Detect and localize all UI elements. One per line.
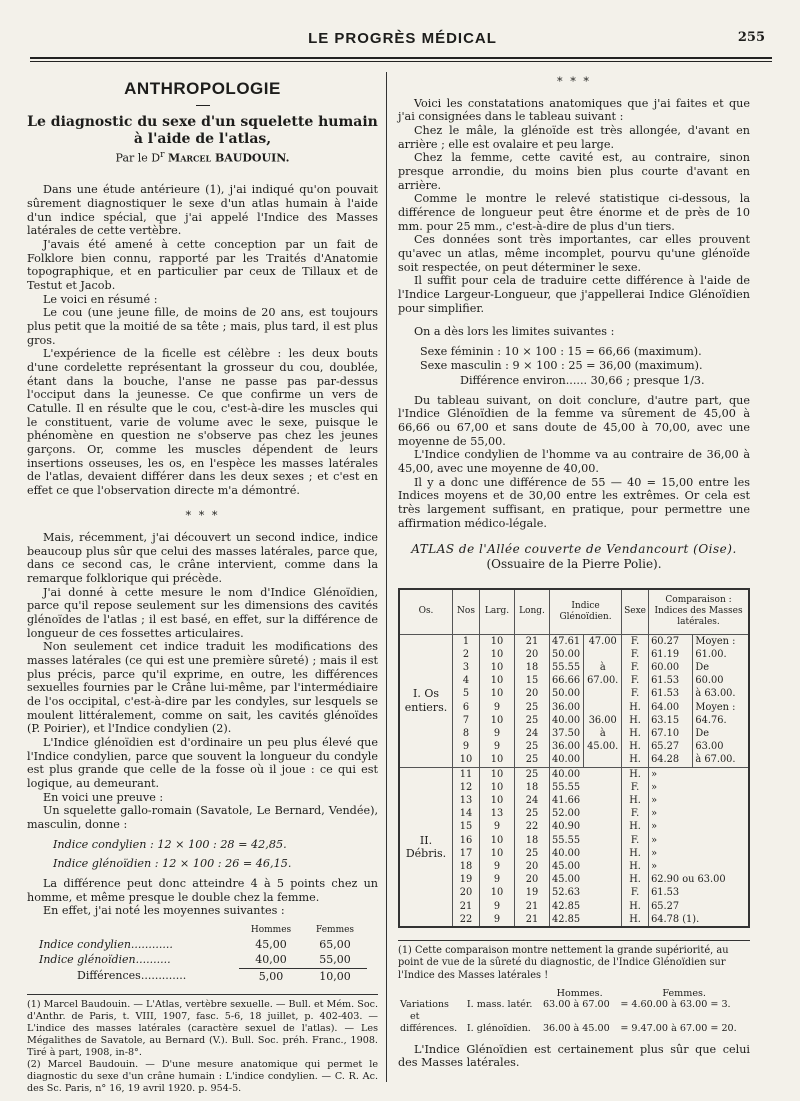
byline: [27, 149, 378, 165]
table-cell: »: [649, 834, 749, 847]
author-name: Marcel BAUDOUIN.: [168, 151, 290, 165]
table-cell: »: [649, 807, 749, 820]
table-cell: 41.66: [550, 794, 622, 807]
group-label: I. Os entiers.: [399, 634, 453, 767]
paragraph: Un squelette gallo-romain (Savatole, Le Bernard, Vendée), masculin, donne :: [27, 804, 378, 831]
cell: 65,00: [319, 937, 351, 951]
table-row: [37, 968, 367, 984]
table-cell: 15: [453, 820, 480, 833]
means-table: [37, 924, 367, 984]
paragraph: Non seulement cet indice traduit les modifications des masses latérales (ce qui est une première sûreté) ; mais il est plus précis, parce qu'il exprime, en outre, les différences sexuelles fournies par le Crâne lui-même, par l'intermédiaire de l'os occipital, c'est-à-dire par les condyles, sur lesquels se moulent littéralement, comme on sait, les cavités glénoïdes (P. Poirier), et l'Indice condylien (2).: [27, 640, 378, 736]
table-cell: H.: [622, 913, 649, 927]
table-cell: 18: [515, 781, 550, 794]
table-cell: 7: [453, 714, 480, 727]
table-cell: à: [584, 661, 622, 674]
table-cell: F.: [622, 674, 649, 687]
table-cell: 25: [515, 807, 550, 820]
running-header: [40, 30, 765, 52]
paragraph: La différence peut donc atteindre 4 à 5 points chez un homme, et même presque le double chez la femme.: [27, 876, 378, 904]
header-rule-thin: [30, 61, 772, 62]
page-number: 255: [737, 30, 765, 45]
paragraph: Ces données sont très importantes, car elles prouvent qu'avec un atlas, même incomplet, pourvu qu'une glénoïde soit respectée, on peut déterminer le sexe.: [398, 233, 750, 274]
table-cell: 50.00: [550, 687, 584, 700]
table-cell: 19: [453, 873, 480, 886]
table-cell: 61.00.: [693, 648, 749, 661]
table-cell: 36.00: [550, 701, 584, 714]
table-cell: 61.53: [649, 674, 693, 687]
table-cell: 14: [453, 807, 480, 820]
table-cell: 10: [480, 767, 515, 781]
table-cell: H.: [622, 701, 649, 714]
table-cell: 40.00: [550, 767, 622, 781]
table-cell: 22: [515, 820, 550, 833]
table-cell: 62.90 ou 63.00: [649, 873, 749, 886]
paragraph: J'ai donné à cette mesure le nom d'Indice Glénoïdien, parce qu'il repose seulement sur les dimensions des cavités glénoïdes de l'atlas ; il est basé, en effet, sur la différence de longueur de ces fossettes articulaires.: [27, 585, 378, 640]
table-cell: F.: [622, 661, 649, 674]
col-header: Indice Glénoïdien.: [550, 589, 622, 635]
table-cell: 18: [453, 860, 480, 873]
table-cell: »: [649, 767, 749, 781]
table-cell: 64.78 (1).: [649, 913, 749, 927]
table-cell: »: [649, 860, 749, 873]
table-cell: H.: [622, 767, 649, 781]
journal-title: LE PROGRÈS MÉDICAL: [308, 30, 497, 47]
paragraph: Voici les constatations anatomiques que j'ai faites et que j'ai consignées dans le tableau suivant :: [398, 96, 750, 124]
formula-glenoidien: Indice glénoïdien : 12 × 100 : 26 = 46,15.: [53, 857, 292, 871]
table-cell: à 63.00.: [693, 687, 749, 700]
table-title: ATLAS de l'Allée couverte de Vendancourt (Oise).: [411, 542, 737, 557]
table-cell: 10: [480, 714, 515, 727]
cell: = 4.60.00 à 63.00 = 3.: [620, 999, 731, 1011]
table-cell: 9: [480, 727, 515, 740]
table-cell: 5: [453, 687, 480, 700]
table-cell: 15: [515, 674, 550, 687]
paragraph: Dans une étude antérieure (1), j'ai indiqué qu'on pouvait sûrement diagnostiquer le sexe d'un atlas humain à l'aide d'un indice spécial, que j'ai appelé l'Indice des Masses latérales de cette vertèbre.: [27, 183, 378, 238]
col-header: Long.: [515, 589, 550, 635]
footnotes: [27, 994, 378, 1095]
table-cell: 10: [480, 648, 515, 661]
cell: 10,00: [303, 968, 367, 984]
table-cell: 40.00: [550, 847, 622, 860]
table-cell: F.: [622, 834, 649, 847]
header-rule: [30, 57, 772, 59]
table-cell: 10: [480, 753, 515, 767]
col-header: Nos: [453, 589, 480, 635]
table-cell: 9: [480, 913, 515, 927]
cell: 55,00: [319, 953, 351, 967]
section-stars: * * *: [185, 509, 220, 523]
table-cell: 45.00: [550, 873, 622, 886]
table-cell: 20: [453, 886, 480, 899]
table-cell: 24: [515, 727, 550, 740]
table-cell: 18: [515, 834, 550, 847]
table-cell: 10: [453, 753, 480, 767]
table-cell: H.: [622, 820, 649, 833]
row-lead: Variations: [400, 999, 449, 1011]
table-cell: 63.00: [693, 740, 749, 753]
paragraph: Du tableau suivant, on doit conclure, d'autre part, que l'Indice Glénoïdien de la femme va sûrement de 45,00 à 66,66 ou 67,00 et sans doute de 45,00 à 70,00, avec une moyenne de 55,00.: [398, 393, 750, 448]
table-cell: 45.00.: [584, 740, 622, 753]
row-lead: différences.: [400, 1022, 458, 1034]
limit-line: Différence environ...... 30,66 ; presque 1/3.: [460, 374, 705, 388]
group-label: II. Débris.: [399, 767, 453, 927]
table-cell: H.: [622, 794, 649, 807]
cell: 63.00 à 67.00: [542, 999, 610, 1011]
table-cell: 16: [453, 834, 480, 847]
table-cell: 9: [480, 701, 515, 714]
table-cell: 10: [480, 781, 515, 794]
col-header: Femmes.: [662, 987, 706, 999]
table-cell: 64.76.: [693, 714, 749, 727]
paragraph: Mais, récemment, j'ai découvert un second indice, indice beaucoup plus sûr que celui des masses latérales, parce que, dans ce second cas, le crâne intervient, comme dans la remarque folklorique qui précède.: [27, 531, 378, 586]
table-row: [398, 999, 750, 1011]
table-row: [37, 937, 367, 952]
table-cell: 25: [515, 740, 550, 753]
table-cell: H.: [622, 860, 649, 873]
table-cell: 10: [480, 834, 515, 847]
col-header: Comparaison : Indices des Masses latérales.: [649, 589, 749, 635]
paragraph: L'Indice glénoïdien est d'ordinaire un peu plus élevé que l'Indice condylien, parce que souvent la longueur du condyle est plus grande que celle de la fosse où il joue : ce qui est logique, au demeurant.: [27, 735, 378, 790]
paragraph: Comme le montre le relevé statistique ci-dessous, la différence de longueur peut être énorme et de près de 10 mm. pour 25 mm., c'est-à-dire de plus d'un tiers.: [398, 192, 750, 233]
table-cell: H.: [622, 727, 649, 740]
table-cell: 13: [453, 794, 480, 807]
table-cell: 40.90: [550, 820, 622, 833]
table-cell: 20: [515, 687, 550, 700]
table-cell: 21: [515, 900, 550, 913]
table-footnote: (1) Cette comparaison montre nettement la grande supériorité, au point de vue de la sûreté du diagnostic, de l'Indice Glénoïdien sur l'Indice des Masses latérales !: [398, 940, 750, 982]
table-row: [37, 952, 367, 968]
table-cell: F.: [622, 781, 649, 794]
table-subtitle: (Ossuaire de la Pierre Polie).: [486, 556, 662, 571]
right-column: [398, 75, 750, 1070]
table-cell: F.: [622, 886, 649, 899]
table-cell: 42.85: [550, 900, 622, 913]
table-cell: 9: [480, 873, 515, 886]
table-cell: 10: [480, 847, 515, 860]
limits-block: [420, 345, 750, 388]
table-cell: 3: [453, 661, 480, 674]
row-label: Indice condylien............: [39, 937, 173, 951]
formula-condylien: Indice condylien : 12 × 100 : 28 = 42,85.: [53, 837, 287, 851]
table-cell: H.: [622, 847, 649, 860]
table-cell: 47.00: [584, 634, 622, 648]
table-cell: 47.61: [550, 634, 584, 648]
table-cell: F.: [622, 634, 649, 648]
table-cell: 50.00: [550, 648, 584, 661]
table-cell: 25: [515, 767, 550, 781]
table-cell: 66.66: [550, 674, 584, 687]
table-cell: 6: [453, 701, 480, 714]
table-cell: »: [649, 847, 749, 860]
table-cell: 17: [453, 847, 480, 860]
table-cell: 45.00: [550, 860, 622, 873]
table-cell: H.: [622, 873, 649, 886]
table-cell: 36.00: [584, 714, 622, 727]
col-header: Femmes: [315, 924, 355, 935]
table-cell: à: [584, 727, 622, 740]
table-cell: 20: [515, 873, 550, 886]
table-cell: 4: [453, 674, 480, 687]
table-cell: 42.85: [550, 913, 622, 927]
table-cell: 9: [480, 860, 515, 873]
table-cell: 25: [515, 714, 550, 727]
cell: = 9.47.00 à 67.00 = 20.: [620, 1022, 737, 1034]
column-divider: [386, 72, 387, 1082]
table-cell: 24: [515, 794, 550, 807]
table-cell: 11: [453, 767, 480, 781]
col-header: Hommes.: [556, 987, 603, 999]
table-cell: F.: [622, 648, 649, 661]
table-cell: 61.19: [649, 648, 693, 661]
table-cell: 40.00: [550, 753, 584, 767]
table-cell: 9: [480, 900, 515, 913]
table-cell: 25: [515, 753, 550, 767]
paragraph: Il suffit pour cela de traduire cette différence à l'aide de l'Indice Largeur-Longueur, que j'appellerai Indice Glénoïdien pour simplifier.: [398, 274, 750, 315]
table-cell: [584, 648, 622, 661]
table-cell: 21: [515, 634, 550, 648]
table-cell: 67.10: [649, 727, 693, 740]
footnote: (2) Marcel Baudouin. — D'une mesure anatomique qui permet le diagnostic du sexe d'un crâne humain : L'indice condylien. — C. R. Ac. des Sc. Paris, n° 16, 19 avril 1920. p. 954-5.: [27, 1058, 378, 1094]
paragraph: On a dès lors les limites suivantes :: [414, 325, 615, 339]
table-cell: [584, 701, 622, 714]
variations-table: [398, 988, 750, 1035]
table-cell: 55.55: [550, 661, 584, 674]
table-cell: 13: [480, 807, 515, 820]
table-cell: De: [693, 661, 749, 674]
table-cell: 61.53: [649, 886, 749, 899]
table-cell: 20: [515, 860, 550, 873]
paragraph: L'expérience de la ficelle est célèbre : les deux bouts d'une cordelette représentant la grosseur du cou, doublée, étant dans la bouche, l'anse ne passe pas par-dessus l'occiput dans la jeunesse. Ce que confirme un vers de Catulle. Il en résulte que le cou, c'est-à-dire les muscles qui le constituent, varie de volume avec le sexe, puisque le phénomène en question ne s'observe pas chez les jeunes garçons. Or, comme les muscles dépendent de leurs insertions osseuses, les os, en l'espèce les masses latérales de l'atlas, devaient différer dans les deux sexes ; et c'est en effet ce que l'observation directe m'a démontré.: [27, 347, 378, 497]
cell: 45,00: [255, 937, 287, 951]
section-title: ANTHROPOLOGIE: [124, 79, 281, 98]
table-cell: 64.00: [649, 701, 693, 714]
table-cell: 10: [480, 687, 515, 700]
col-header: Larg.: [480, 589, 515, 635]
table-cell: »: [649, 820, 749, 833]
table-cell: 25: [515, 847, 550, 860]
table-cell: 36.00: [550, 740, 584, 753]
table-cell: F.: [622, 807, 649, 820]
paragraph: En effet, j'ai noté les moyennes suivantes :: [43, 904, 285, 918]
limit-line: Sexe masculin : 9 × 100 : 25 = 36,00 (maximum).: [420, 359, 703, 373]
table-cell: H.: [622, 740, 649, 753]
table-cell: 60.00: [693, 674, 749, 687]
table-cell: 61.53: [649, 687, 693, 700]
table-cell: 1: [453, 634, 480, 648]
table-cell: 10: [480, 634, 515, 648]
section-stars: * * *: [557, 75, 591, 88]
table-cell: 22: [453, 913, 480, 927]
table-cell: 2: [453, 648, 480, 661]
table-cell: 9: [480, 740, 515, 753]
cell: 40,00: [255, 953, 287, 967]
cell: 36.00 à 45.00: [542, 1022, 610, 1034]
table-caption: [398, 542, 750, 571]
cell: 5,00: [239, 968, 303, 984]
atlas-table: [398, 588, 750, 928]
table-cell: De: [693, 727, 749, 740]
article-title: Le diagnostic du sexe d'un squelette humain à l'aide de l'atlas,: [27, 113, 378, 147]
table-cell: 25: [515, 701, 550, 714]
table-cell: 10: [480, 794, 515, 807]
left-column: [27, 75, 378, 1095]
paragraph: L'Indice Glénoïdien est certainement plus sûr que celui des Masses latérales.: [398, 1042, 750, 1070]
paragraph: Le voici en résumé :: [43, 292, 158, 306]
row-label: I. glénoïdien.: [466, 1022, 531, 1034]
row-lead: et: [410, 1011, 420, 1023]
table-cell: 67.00.: [584, 674, 622, 687]
paragraph: Il y a donc une différence de 55 — 40 = 15,00 entre les Indices moyens et de 30,00 entre les extrêmes. Or cela est très largement suffisant, en pratique, pour permettre une affirmation médico-légale.: [398, 475, 750, 530]
table-cell: [584, 687, 622, 700]
table-cell: 19: [515, 886, 550, 899]
limit-line: Sexe féminin : 10 × 100 : 15 = 66,66 (maximum).: [420, 344, 702, 358]
table-cell: 63.15: [649, 714, 693, 727]
table-cell: 20: [515, 648, 550, 661]
table-row: [399, 634, 749, 648]
table-cell: 40.00: [550, 714, 584, 727]
table-cell: Moyen :: [693, 634, 749, 648]
col-header: Hommes: [250, 924, 292, 935]
table-cell: 52.00: [550, 807, 622, 820]
table-row: [399, 767, 749, 781]
table-cell: H.: [622, 753, 649, 767]
table-cell: 55.55: [550, 834, 622, 847]
paragraph: En voici une preuve :: [43, 790, 164, 804]
section-dash: [196, 105, 210, 106]
table-cell: 18: [515, 661, 550, 674]
table-cell: 55.55: [550, 781, 622, 794]
table-cell: 21: [453, 900, 480, 913]
table-cell: 65.27: [649, 900, 749, 913]
table-cell: Moyen :: [693, 701, 749, 714]
table-cell: H.: [622, 900, 649, 913]
table-cell: 10: [480, 674, 515, 687]
col-header: Sexe: [622, 589, 649, 635]
paragraph: Chez le mâle, la glénoïde est très allongée, d'avant en arrière ; elle est ovalaire et peu large.: [398, 123, 750, 151]
row-label: I. mass. latér.: [466, 999, 533, 1011]
table-cell: 12: [453, 781, 480, 794]
byline-sup: r: [160, 149, 165, 161]
table-cell: 10: [480, 886, 515, 899]
table-cell: 65.27: [649, 740, 693, 753]
table-cell: 60.27: [649, 634, 693, 648]
col-header: Os.: [399, 589, 453, 635]
paragraph: J'avais été amené à cette conception par un fait de Folklore bien connu, rapporté par les Traités d'Anatomie topographique, et en particulier par ceux de Tillaux et de Testut et Jacob.: [27, 238, 378, 292]
table-cell: 9: [480, 820, 515, 833]
table-cell: »: [649, 781, 749, 794]
table-cell: »: [649, 794, 749, 807]
row-label: Différences.............: [77, 969, 187, 983]
table-cell: 21: [515, 913, 550, 927]
table-cell: 8: [453, 727, 480, 740]
table-cell: 10: [480, 661, 515, 674]
byline-prefix: Par le D: [115, 151, 161, 165]
table-cell: 9: [453, 740, 480, 753]
table-cell: [584, 753, 622, 767]
table-cell: 37.50: [550, 727, 584, 740]
footnote: (1) Marcel Baudouin. — L'Atlas, vertèbre sexuelle. — Bull. et Mém. Soc. d'Anthr. de Paris, t. VIII, 1907, fasc. 5-6, 18 juillet, p. 402-403. — L'indice des masses latérales (caractère sexuel de l'atlas). — Les Mégalithes de Savatole, au Bernard (V.). Bull. Soc. préh. Franc., 1908. Tiré à part, 1908, in-8°.: [27, 999, 379, 1058]
paragraph: Le cou (une jeune fille, de moins de 20 ans, est toujours plus petit que la moitié de sa tête ; mais, plus tard, il est plus gros.: [27, 306, 378, 347]
table-cell: 60.00: [649, 661, 693, 674]
row-label: Indice glénoïdien..........: [39, 953, 171, 967]
paragraph: L'Indice condylien de l'homme va au contraire de 36,00 à 45,00, avec une moyenne de 40,00.: [398, 448, 750, 476]
table-cell: F.: [622, 687, 649, 700]
table-cell: 64.28: [649, 753, 693, 767]
table-row: [398, 1023, 750, 1035]
paragraph: Chez la femme, cette cavité est, au contraire, sinon presque arrondie, du moins bien plus courte d'avant en arrière.: [398, 151, 750, 192]
table-cell: 52.63: [550, 886, 622, 899]
table-cell: à 67.00.: [693, 753, 749, 767]
table-cell: H.: [622, 714, 649, 727]
